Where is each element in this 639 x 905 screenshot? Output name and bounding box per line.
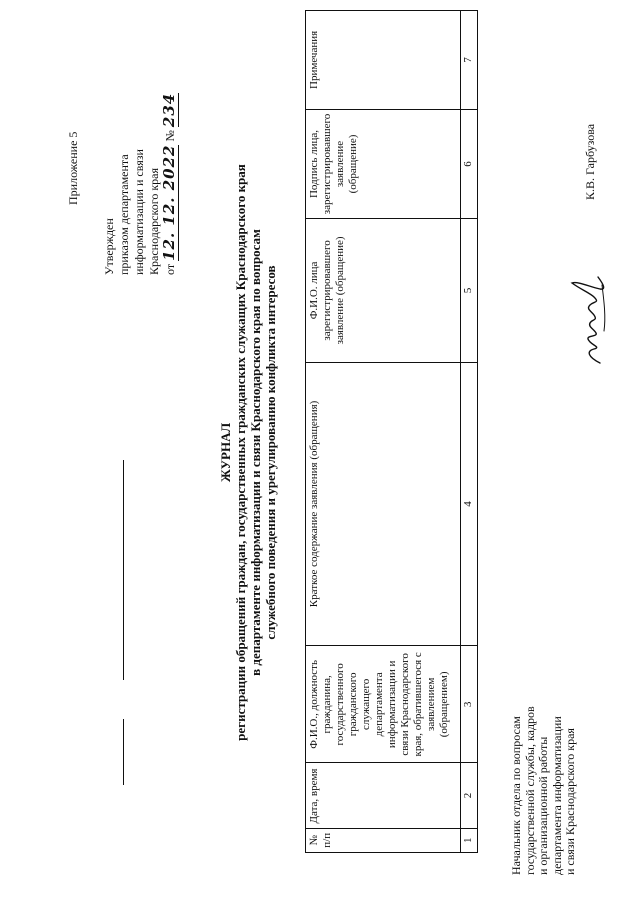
number-cell: 6 <box>461 109 478 218</box>
number-cell: 3 <box>461 646 478 763</box>
document-title <box>218 40 278 865</box>
approval-block <box>102 15 178 275</box>
approval-line: приказом департамента <box>117 154 131 275</box>
header-cell: № п/п <box>306 828 461 852</box>
number-cell: 2 <box>461 763 478 828</box>
signatory-position <box>510 706 578 875</box>
header-cell: Подпись лица, зарегистрировавшего заявление (обращение) <box>306 109 461 218</box>
approval-number: 234 <box>160 92 178 128</box>
approval-line: Утвержден <box>102 218 116 275</box>
approval-line: Краснодарского края <box>147 167 161 275</box>
date-prefix: от <box>163 263 177 275</box>
number-sign: № <box>163 130 177 142</box>
title-line: регистрации обращений граждан, государственных гражданских служащих Краснодарского края <box>233 164 248 741</box>
header-cell: Примечания <box>306 11 461 110</box>
number-cell: 1 <box>461 828 478 852</box>
header-cell: Ф.И.О. лица зарегистрировавшего заявление (обращение) <box>306 219 461 362</box>
handwritten-signature <box>560 271 620 367</box>
title-line: в департаменте информатизации и связи Краснодарского края по вопросам <box>248 229 263 676</box>
table-number-row <box>461 11 478 853</box>
header-cell: Дата, время <box>306 763 461 828</box>
blank-line <box>123 719 124 785</box>
number-cell: 5 <box>461 219 478 362</box>
header-cell: Ф.И.О., должность гражданина, государственного гражданского служащего департамента информатизации и связи Краснодарского края, обратившегося с заявлением (обращением) <box>306 646 461 763</box>
position-line: и организационной работы <box>536 736 550 875</box>
approval-date-line <box>162 15 178 275</box>
number-cell: 7 <box>461 11 478 110</box>
table-header-row <box>306 11 461 853</box>
position-line: Начальник отдела по вопросам <box>509 716 523 875</box>
title-word: ЖУРНАЛ <box>218 422 233 483</box>
journal-table <box>305 10 478 853</box>
appendix-label: Приложение 5 <box>66 131 80 205</box>
position-line: государственной службы, кадров <box>522 706 537 875</box>
approval-line: информатизации и связи <box>132 149 146 275</box>
title-line: служебного поведения и урегулированию конфликта интересов <box>263 265 278 640</box>
position-line: и связи Краснодарского края <box>563 728 577 875</box>
number-cell: 4 <box>461 362 478 646</box>
signatory-name: К.В. Гарбузова <box>583 123 597 200</box>
blank-line <box>123 460 124 520</box>
header-cell: Краткое содержание заявления (обращения) <box>306 362 461 646</box>
blank-line <box>123 505 124 680</box>
approval-date: 12. 12. 2022 <box>160 144 178 261</box>
position-line: департамента информатизации <box>549 716 564 875</box>
